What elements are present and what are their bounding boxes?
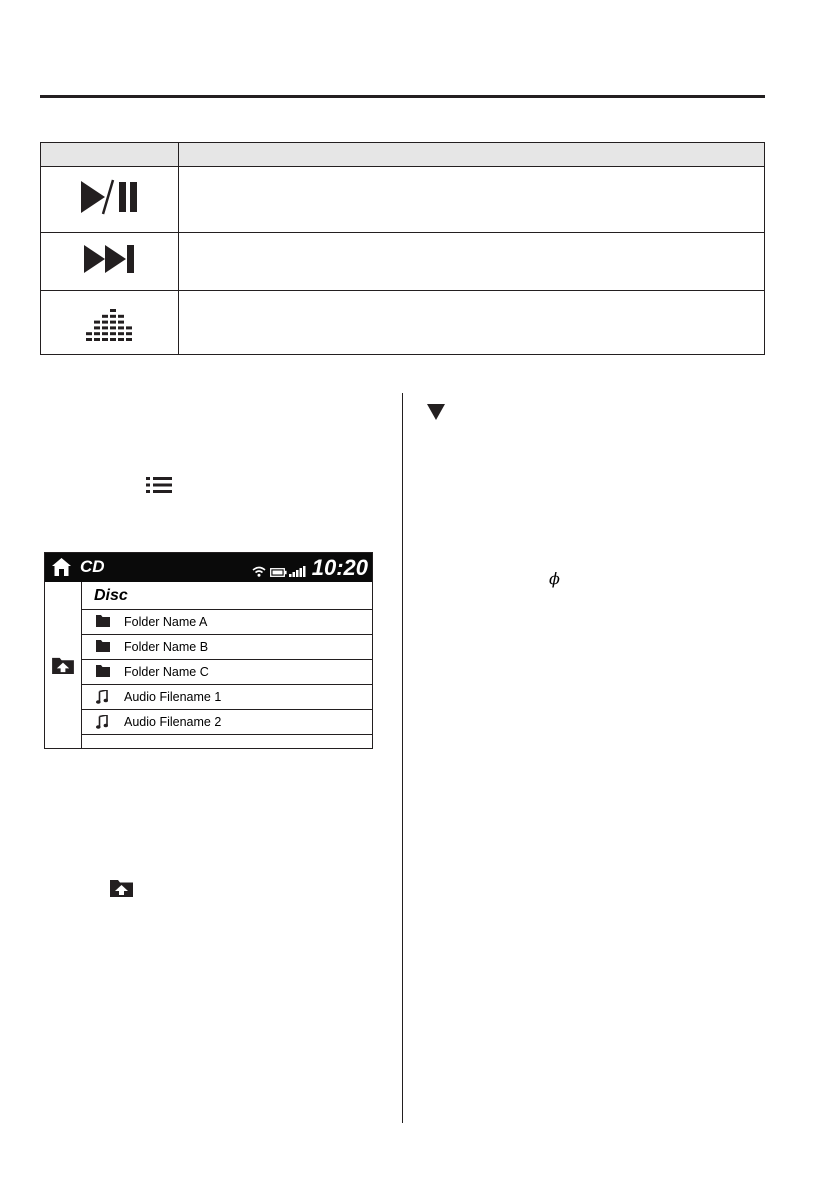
- table-header-function-column: [179, 143, 765, 167]
- equalizer-segment: [102, 338, 108, 341]
- equalizer-segment: [86, 332, 92, 335]
- table-header-row: [41, 143, 765, 167]
- list-item[interactable]: [82, 660, 372, 685]
- play-pause-icon: [79, 177, 141, 217]
- equalizer-segment: [118, 315, 124, 318]
- equalizer-segment: [126, 326, 132, 329]
- music-note-icon: [96, 715, 108, 729]
- list-item-label: Audio Filename 1: [124, 690, 222, 704]
- equalizer-segment: [110, 309, 116, 312]
- equalizer-icon: [86, 299, 134, 341]
- triangle-down-icon: [427, 404, 445, 420]
- list-item[interactable]: [82, 610, 372, 635]
- icon-function-table: [40, 142, 765, 355]
- screen-title: CD: [80, 557, 105, 576]
- table-row: [41, 291, 765, 355]
- list-item-label: Audio Filename 2: [124, 715, 222, 729]
- list-item[interactable]: [82, 635, 372, 660]
- folder-icon: [96, 640, 110, 652]
- table-cell-icon: [41, 291, 179, 355]
- table-cell-description: [179, 167, 765, 233]
- column-divider: [402, 393, 403, 1123]
- list-heading: Disc: [82, 582, 372, 610]
- equalizer-segment: [110, 338, 116, 341]
- equalizer-segment: [94, 332, 100, 335]
- table-cell-description: [179, 291, 765, 355]
- equalizer-segment: [110, 315, 116, 318]
- phi-symbol: ϕ: [549, 569, 560, 588]
- list-icon: [146, 476, 172, 494]
- list-item-label: Folder Name B: [124, 640, 209, 654]
- equalizer-segment: [102, 315, 108, 318]
- equalizer-segment: [118, 321, 124, 324]
- equalizer-segment: [118, 338, 124, 341]
- equalizer-segment: [94, 326, 100, 329]
- table-row: [41, 167, 765, 233]
- equalizer-segment: [126, 332, 132, 335]
- equalizer-segment: [94, 321, 100, 324]
- file-list: [82, 582, 372, 735]
- table-cell-icon: [41, 167, 179, 233]
- equalizer-segment: [94, 338, 100, 341]
- list-item-label: Folder Name A: [124, 615, 208, 629]
- home-icon[interactable]: [52, 558, 71, 576]
- list-item[interactable]: [82, 710, 372, 735]
- skip-forward-icon: [82, 243, 138, 275]
- folder-icon: [96, 615, 110, 627]
- screen-clock: 10:20: [311, 555, 368, 580]
- folder-icon: [96, 665, 110, 677]
- equalizer-segment: [86, 338, 92, 341]
- equalizer-segment: [118, 332, 124, 335]
- table-cell-description: [179, 233, 765, 291]
- equalizer-segment: [110, 326, 116, 329]
- folder-up-icon: [110, 878, 133, 897]
- folder-up-icon[interactable]: [52, 656, 74, 674]
- list-item-label: Folder Name C: [124, 665, 209, 679]
- screen-header: [45, 553, 372, 582]
- table-row: [41, 233, 765, 291]
- battery-icon: [270, 568, 287, 577]
- cd-screen: [44, 552, 373, 749]
- screen-sidebar: [45, 582, 82, 748]
- equalizer-segment: [118, 326, 124, 329]
- equalizer-segment: [102, 326, 108, 329]
- top-rule: [40, 95, 765, 98]
- equalizer-segment: [102, 321, 108, 324]
- equalizer-segment: [110, 332, 116, 335]
- wifi-icon: [252, 566, 266, 577]
- equalizer-segment: [102, 332, 108, 335]
- list-item[interactable]: [82, 685, 372, 710]
- equalizer-segment: [110, 321, 116, 324]
- music-note-icon: [96, 690, 108, 704]
- table-header-icon-column: [41, 143, 179, 167]
- signal-icon: [289, 566, 306, 577]
- equalizer-segment: [126, 338, 132, 341]
- table-cell-icon: [41, 233, 179, 291]
